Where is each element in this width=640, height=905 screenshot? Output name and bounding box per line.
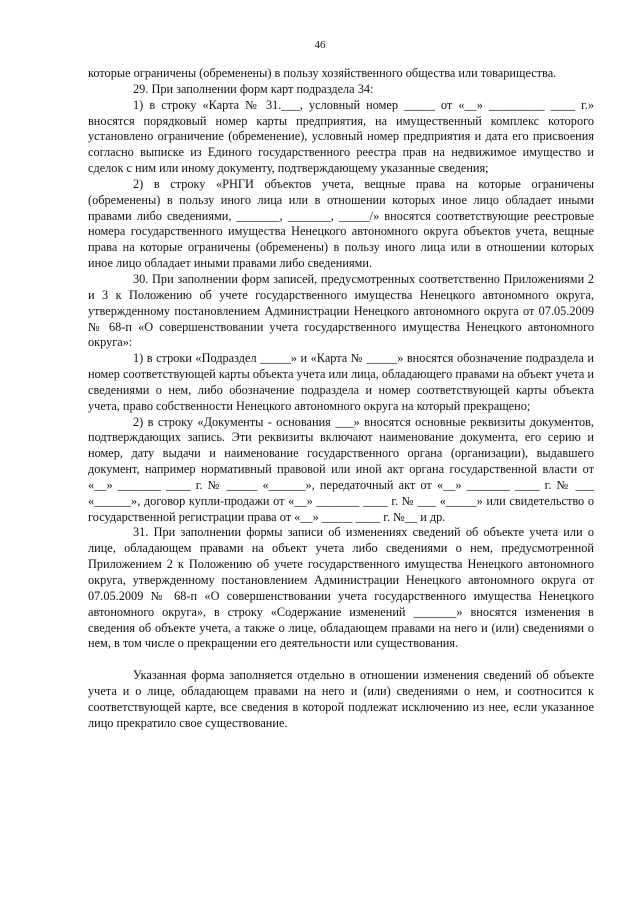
paragraph-29-item-2: 2) в строку «РНГИ объектов учета, вещные права на которые ограничены (обременены) в пользу иного лица или в отношении которых иное лицо обладает иными правами либо сведениями, _______, _______, _____/» вносятся соответствующие реестровые номера государственного имущества Ненецкого автономного округа объектов учета, вещные права на которые ограничены (обременены) в пользу иного лица или в отношении которых иное лицо обладает иными правами либо сведениями.: [88, 176, 594, 271]
paragraph-29: 29. При заполнении форм карт подраздела 34:: [133, 81, 374, 96]
paragraph-31-note: Указанная форма заполняется отдельно в отношении изменения сведений об объекте учета и о лице, обладающем правами на него и (или) сведениями о нем, и соотносится к соответствующей карте, все сведения в которой подлежат исключению из нее, если указанное лицо прекратило свое существование.: [88, 668, 594, 730]
page-number: 46: [314, 39, 326, 51]
document-body: [88, 66, 594, 731]
paragraph-31: 31. При заполнении формы записи об изменениях сведений об объекте учета или о лице, обладающем правами на объект учета либо сведениями о нем, предусмотренной Приложением 2 к Положению об учете государственного имущества Ненецкого автономного округа, утвержденному постановлением Администрации Ненецкого автономного округа от 07.05.2009 № 68-п «О совершенствовании учета государственного имущества Ненецкого автономного округа», в строку «Содержание изменений _______» вносятся изменения в сведения об объекте учета, а также о лице, обладающем правами на него и (или) сведениями о нем, в том числе о прекращении его деятельности или существования.: [88, 525, 594, 651]
paragraph-30-item-2: 2) в строку «Документы - основания ___» вносятся основные реквизиты документов, подтверждающих запись. Эти реквизиты включают наименование документа, его серию и номер, дату выдачи и наименование государственного органа (организации), выдавшего документ, например нормативный правовой или иной акт органа государственной власти от «__» _______ ____ г. № _____ «______», передаточный акт от «__» _______ ____ г. № ___ «______», договор купли-продажи от «__» _______ ____ г. № ___ «_____» или свидетельство о государственной регистрации права от «__» _____ ____ г. №__ и др.: [88, 414, 594, 524]
paragraph-continuation: которые ограничены (обременены) в пользу хозяйственного общества или товарищества.: [88, 66, 557, 80]
paragraph-29-item-1: 1) в строку «Карта № 31.___, условный номер _____ от «__» _________ ____ г.» вносятся порядковый номер карты предприятия, на имущественный комплекс которого установлено ограничение (обременение), условный номер предприятия и дата его присвоения согласно выписке из Единого государственного реестра прав на недвижимое имущество и сделок с ним или иному документу, подтверждающему указанные сведения;: [88, 97, 594, 176]
paragraph-30: 30. При заполнении форм записей, предусмотренных соответственно Приложениями 2 и 3 к Положению об учете государственного имущества Ненецкого автономного округа, утвержденному постановлением Администрации Ненецкого автономного округа от 07.05.2009 № 68-п «О совершенствовании учета государственного имущества Ненецкого автономного округа»:: [88, 271, 594, 350]
paragraph-30-item-1: 1) в строки «Подраздел _____» и «Карта № _____» вносятся обозначение подраздела и номер соответствующей карты объекта учета или лица, обладающего правами на объект учета и сведениями о нем, либо обозначение подраздела и номер соответствующей карты объекта учета, право собственности Ненецкого автономного округа на который прекращено;: [88, 351, 594, 413]
